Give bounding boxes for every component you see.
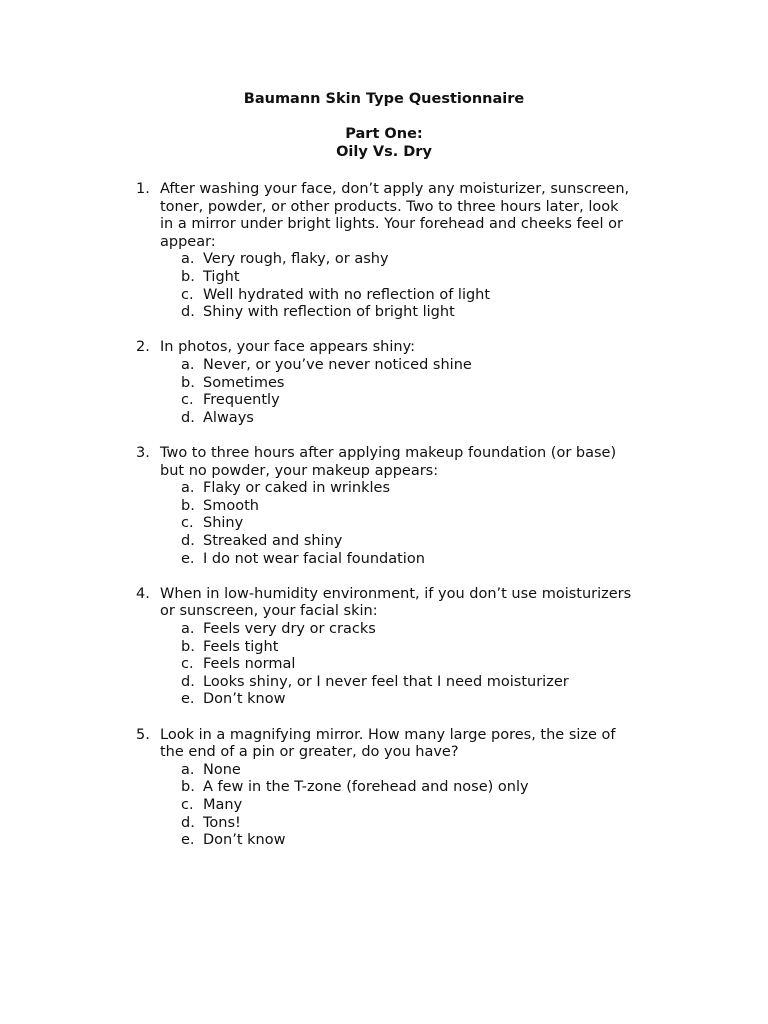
answer-option-letter: b. <box>181 638 195 655</box>
answer-option-text: Never, or you’ve never noticed shine <box>203 357 472 373</box>
question-text-line: Two to three hours after applying makeup foundation (or base) <box>160 445 617 461</box>
answer-option-text: Don’t know <box>203 691 286 708</box>
answer-option-text: Looks shiny, or I never feel that I need moisturizer <box>203 673 569 690</box>
answer-option-letter: c. <box>181 286 194 303</box>
question-number: 1. <box>136 181 150 197</box>
question-text-line: toner, powder, or other products. Two to three hours later, look <box>160 198 619 215</box>
answer-option-letter: a. <box>181 621 195 637</box>
answer-option-letter: d. <box>181 533 195 549</box>
question-text-line: When in low-humidity environment, if you don’t use moisturizers <box>160 585 632 602</box>
question-number: 3. <box>136 445 150 461</box>
answer-option-letter: a. <box>181 357 195 373</box>
question-number: 4. <box>136 585 150 602</box>
answer-option-letter: e. <box>181 550 195 567</box>
answer-option-text: Feels very dry or cracks <box>203 621 376 637</box>
question-number: 2. <box>136 339 150 356</box>
part-subheading: Oily Vs. Dry <box>336 144 432 160</box>
document-title: Baumann Skin Type Questionnaire <box>243 91 525 107</box>
answer-option-text: A few in the T-zone (forehead and nose) only <box>203 779 529 796</box>
answer-option-letter: a. <box>181 480 195 497</box>
answer-option-letter: d. <box>181 814 195 831</box>
question-text-line: Look in a magnifying mirror. How many large pores, the size of <box>160 726 616 743</box>
answer-option-letter: d. <box>181 409 195 426</box>
answer-option-text: Don’t know <box>203 832 286 849</box>
answer-option-letter: e. <box>181 832 195 849</box>
answer-option-letter: c. <box>181 656 194 673</box>
answer-option-text: Well hydrated with no reflection of light <box>203 286 491 303</box>
question-text-line: After washing your face, don’t apply any moisturizer, sunscreen, <box>160 181 630 197</box>
answer-option-letter: d. <box>181 673 195 690</box>
answer-option-text: Feels tight <box>203 638 279 655</box>
answer-option-letter: c. <box>181 515 194 532</box>
part-heading: Part One: <box>345 126 423 142</box>
answer-option-letter: c. <box>181 797 194 813</box>
question-text-line: appear: <box>160 233 216 250</box>
answer-option-letter: d. <box>181 304 195 321</box>
answer-option-text: Flaky or caked in wrinkles <box>203 480 391 497</box>
answer-option-text: Shiny <box>203 515 244 532</box>
answer-option-letter: b. <box>181 269 195 285</box>
answer-option-letter: b. <box>181 497 195 514</box>
answer-option-text: None <box>203 761 241 778</box>
answer-option-text: Frequently <box>203 392 280 409</box>
question-text-line: but no powder, your makeup appears: <box>160 462 439 479</box>
question-text-line: or sunscreen, your facial skin: <box>160 603 378 620</box>
answer-option-letter: c. <box>181 392 194 409</box>
answer-option-letter: a. <box>181 251 195 268</box>
answer-option-text: Sometimes <box>203 374 285 391</box>
question-text-line: in a mirror under bright lights. Your forehead and cheeks feel or <box>160 216 623 233</box>
answer-option-letter: a. <box>181 761 195 778</box>
answer-option-text: Shiny with reflection of bright light <box>203 304 455 321</box>
answer-option-text: Tons! <box>203 814 241 831</box>
answer-option-text: Smooth <box>203 497 259 514</box>
answer-option-letter: e. <box>181 691 195 708</box>
answer-option-text: Very rough, flaky, or ashy <box>203 251 389 268</box>
question-text-line: the end of a pin or greater, do you have? <box>160 744 459 761</box>
answer-option-text: Many <box>203 797 243 813</box>
answer-option-text: Tight <box>203 269 240 285</box>
answer-option-text: Always <box>203 409 254 426</box>
question-number: 5. <box>136 726 150 743</box>
question-text-line: In photos, your face appears shiny: <box>160 339 415 356</box>
answer-option-text: Feels normal <box>203 656 296 673</box>
answer-option-letter: b. <box>181 374 195 391</box>
answer-option-text: Streaked and shiny <box>203 533 343 549</box>
answer-option-letter: b. <box>181 779 195 796</box>
answer-option-text: I do not wear facial foundation <box>203 550 425 567</box>
